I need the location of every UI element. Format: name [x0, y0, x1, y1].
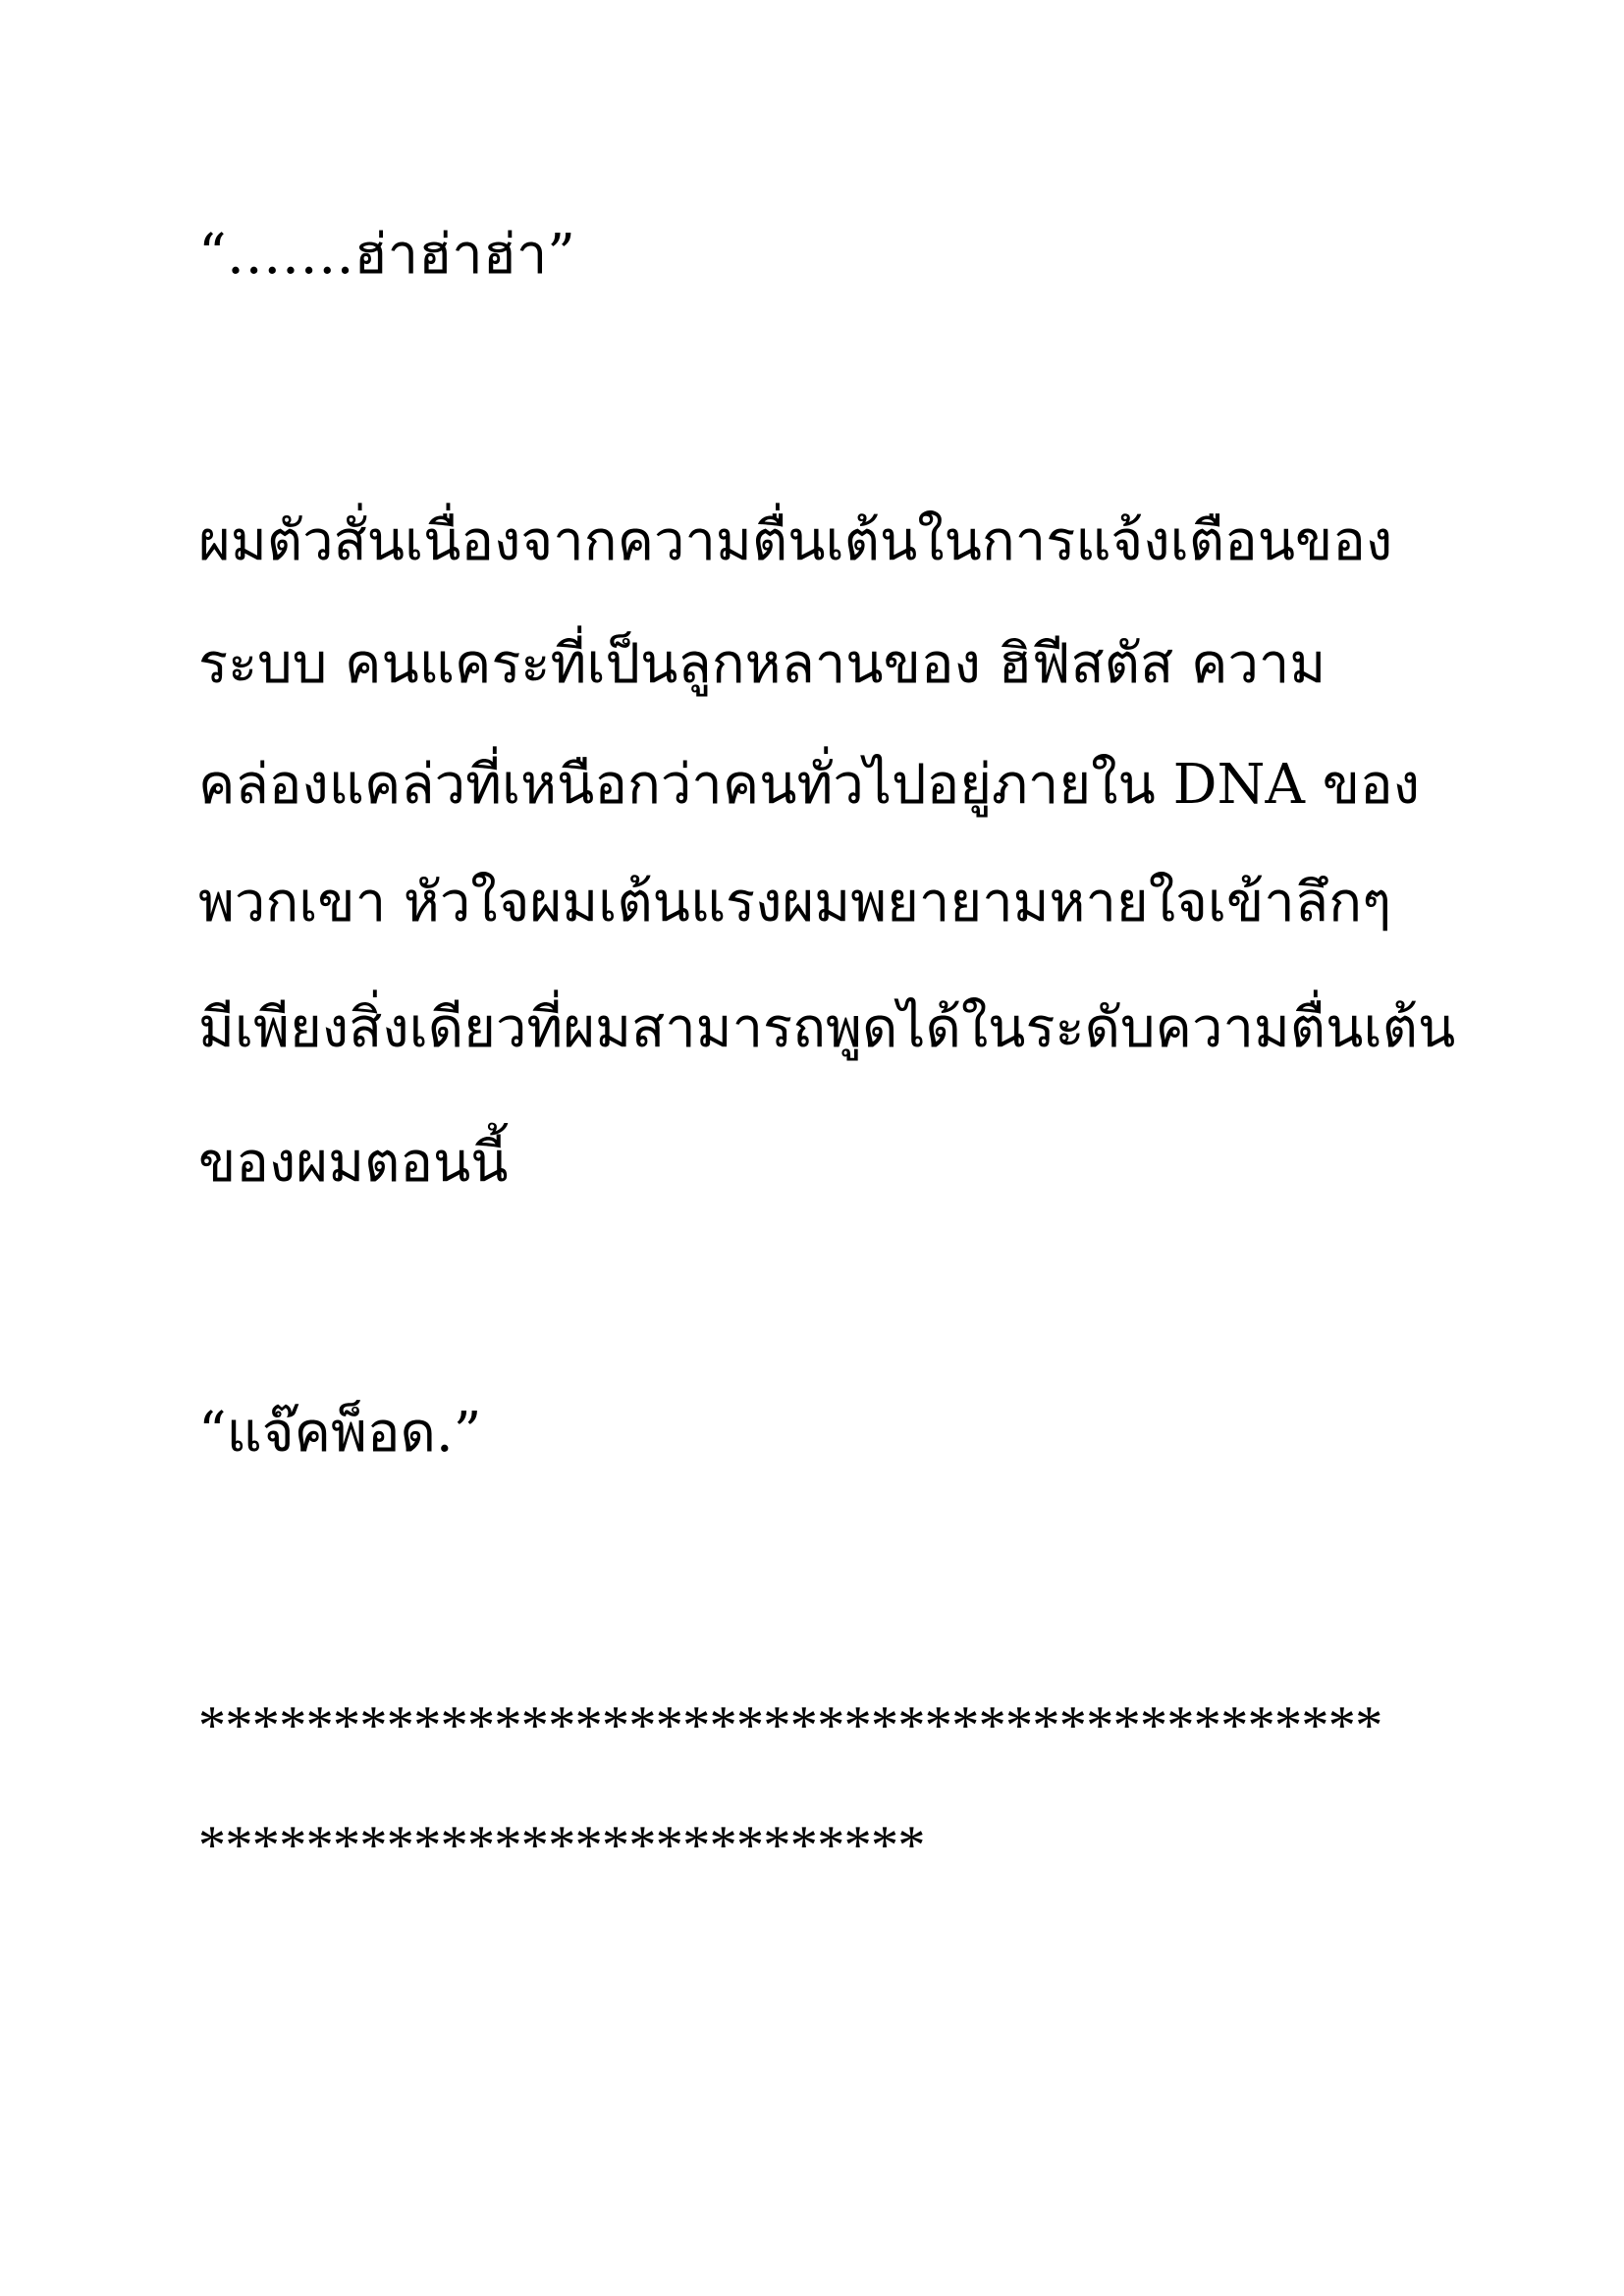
paragraph-line-6: ของผมตอนนี้ — [198, 1131, 509, 1195]
paragraph-line-3: คล่องแคล่วที่เหนือกว่าคนทั่วไปอยู่ภายใน DNA ของ — [198, 753, 1421, 817]
paragraph-line-2: ระบบ คนแคระที่เป็นลูกหลานของ ฮิฟีสตัส ความ — [198, 632, 1326, 696]
paragraph-line-4: พวกเขา หัวใจผมเต้นแรงผมพยายามหายใจเข้าลึกๆ — [198, 871, 1392, 934]
separator-line-2: *************************** — [198, 1815, 925, 1876]
closing-quote: “แจ๊คพ็อด.” — [198, 1401, 482, 1465]
paragraph-line-5: มีเพียงสิ่งเดียวที่ผมสามารถพูดได้ในระดับความตื่นเต้น — [198, 996, 1456, 1060]
opening-quote: “…….ฮ่าฮ่าฮ่า” — [198, 223, 575, 287]
paragraph-line-1: ผมตัวสั่นเนื่องจากความตื่นเต้นในการแจ้งเตือนของ — [198, 509, 1393, 573]
separator-line-1: ******************************************** — [198, 1695, 1382, 1756]
